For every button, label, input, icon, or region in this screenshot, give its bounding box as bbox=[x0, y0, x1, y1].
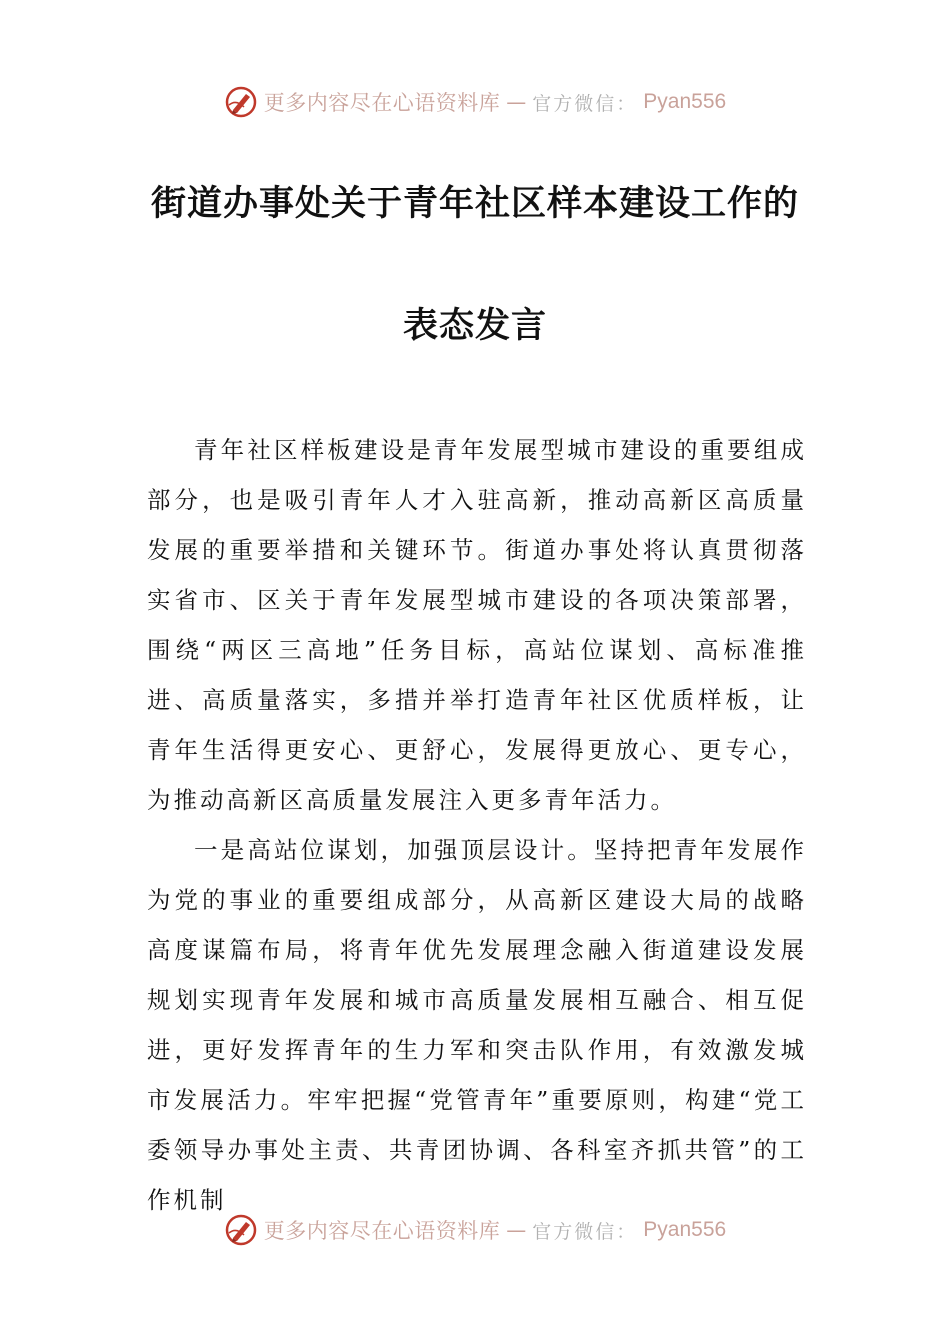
document-title-line2: 表态发言 bbox=[402, 306, 547, 346]
watermark-official-label: 官方微信： bbox=[532, 92, 638, 115]
watermark-wechat-id: Pyan556 bbox=[643, 1218, 727, 1241]
watermark-wechat-id: Pyan556 bbox=[643, 90, 727, 113]
header-watermark bbox=[0, 82, 950, 122]
watermark-dash: — bbox=[506, 1218, 527, 1242]
watermark-official-label: 官方微信： bbox=[532, 1220, 638, 1243]
watermark-site-text: 更多内容尽在心语资料库 bbox=[263, 1219, 501, 1243]
footer-watermark bbox=[0, 1210, 950, 1250]
document-title-line1: 街道办事处关于青年社区样本建设工作的 bbox=[150, 184, 799, 224]
watermark-dash: — bbox=[506, 90, 527, 114]
paragraph-point-one: 一是高站位谋划，加强顶层设计。坚持把青年发展作为党的事业的重要组成部分，从高新区建设大局的战略高度谋篇布局，将青年优先发展理念融入街道建设发展规划实现青年发展和城市高质量发展相互融合、相互促进，更好发挥青年的生力军和突击队作用，有效激发城市发展活力。牢牢把握“党管青年”重要原则，构建“党工委领导办事处主责、共青团协调、各科室齐抓共管”的工作机制 bbox=[147, 836, 807, 1214]
paragraph-intro: 青年社区样板建设是青年发展型城市建设的重要组成部分，也是吸引青年人才入驻高新，推动高新区高质量发展的重要举措和关键环节。街道办事处将认真贯彻落实省市、区关于青年发展型城市建设的各项决策部署，围绕“两区三高地”任务目标，高站位谋划、高标准推进、高质量落实，多措并举打造青年社区优质样板，让青年生活得更安心、更舒心，发展得更放心、更专心，为推动高新区高质量发展注入更多青年活力。 bbox=[147, 436, 807, 814]
watermark-site-text: 更多内容尽在心语资料库 bbox=[263, 91, 501, 115]
document-body bbox=[147, 425, 807, 1225]
pen-logo-icon bbox=[224, 1213, 258, 1247]
pen-logo-icon bbox=[224, 85, 258, 119]
